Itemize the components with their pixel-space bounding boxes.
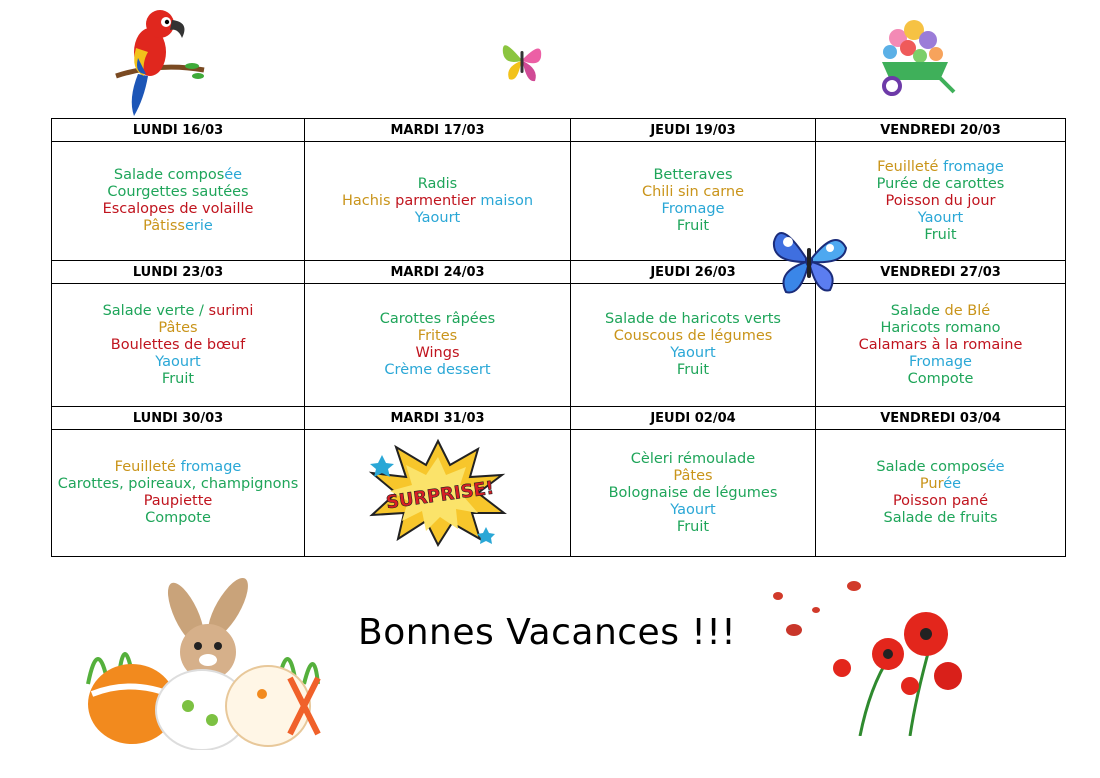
- dish-text: Boulettes de bœuf: [110, 336, 246, 353]
- dish-text: Salade de haricots verts: [605, 311, 781, 327]
- dish-line: [309, 362, 566, 379]
- day-header: VENDREDI 20/03: [816, 119, 1066, 142]
- dish-text: Couscous de légumes: [613, 328, 773, 344]
- dish-text: Courgettes sautées: [107, 184, 249, 200]
- dish-line: [820, 176, 1061, 193]
- day-header: VENDREDI 27/03: [816, 261, 1066, 284]
- dish-line: [820, 459, 1061, 476]
- dish-text: Yaourt: [917, 209, 964, 226]
- menu-cell: [305, 430, 571, 557]
- butterfly-blue-illustration: [770, 218, 850, 300]
- day-header: JEUDI 02/04: [571, 407, 816, 430]
- menu-cell: [52, 430, 305, 557]
- menu-cell: [52, 284, 305, 407]
- menu-cell: [52, 142, 305, 261]
- dish-line: [575, 451, 811, 468]
- day-header: VENDREDI 03/04: [816, 407, 1066, 430]
- dish-line: [56, 459, 300, 476]
- dish-line: [56, 303, 300, 320]
- dish-text: ée: [986, 459, 1005, 475]
- dish-line: [575, 502, 811, 519]
- dish-line: [820, 227, 1061, 244]
- dish-line: [56, 184, 300, 201]
- dish-line: [820, 210, 1061, 227]
- dish-line: [56, 167, 300, 184]
- dish-text: Frites: [417, 328, 458, 344]
- dish-text: Compote: [907, 370, 974, 387]
- dish-text: Compote: [145, 510, 211, 526]
- dish-line: [820, 193, 1061, 210]
- dish-text: Feuilleté: [114, 459, 181, 475]
- dish-line: [56, 218, 300, 235]
- dish-text: Hachis: [341, 192, 396, 209]
- dish-text: parmentier: [395, 192, 481, 209]
- dish-text: Fromage: [661, 201, 725, 217]
- day-header: MARDI 31/03: [305, 407, 571, 430]
- dish-text: Chili sin carne: [641, 184, 745, 200]
- day-header: LUNDI 23/03: [52, 261, 305, 284]
- flower-cart-illustration: [868, 8, 958, 100]
- dish-line: [820, 354, 1061, 371]
- dish-line: [575, 184, 811, 201]
- menu-table: [51, 118, 1066, 557]
- dish-line: [56, 476, 300, 493]
- dish-text: Bolognaise de légumes: [608, 484, 778, 501]
- dish-line: [309, 345, 566, 362]
- dish-text: Fruit: [161, 370, 195, 387]
- dish-text: Calamars à la romaine: [858, 336, 1023, 353]
- menu-cell: [305, 142, 571, 261]
- dish-text: Carottes râpées: [379, 311, 496, 327]
- dish-text: Feuilleté: [877, 158, 944, 175]
- day-header: MARDI 17/03: [305, 119, 571, 142]
- dish-text: erie: [184, 218, 213, 234]
- easter-eggs-bunny-illustration: [78, 574, 328, 750]
- menu-cell: [816, 284, 1066, 407]
- dish-text: Salade verte /: [102, 302, 209, 319]
- surprise-text: SURPRISE!: [384, 477, 495, 513]
- dish-line: [309, 210, 566, 227]
- dish-line: [56, 201, 300, 218]
- menu-row: [52, 430, 1066, 557]
- dish-text: Pâtes: [158, 319, 198, 336]
- dish-text: Yaourt: [155, 353, 201, 370]
- dish-line: [56, 337, 300, 354]
- dish-text: Yaourt: [670, 501, 716, 518]
- menu-row: [52, 284, 1066, 407]
- dish-line: [575, 311, 811, 328]
- butterfly-pink-illustration: [497, 33, 547, 85]
- dish-text: de Blé: [944, 302, 991, 319]
- day-header: LUNDI 16/03: [52, 119, 305, 142]
- dish-line: [820, 476, 1061, 493]
- parrot-illustration: [108, 4, 208, 116]
- dish-line: [575, 362, 811, 379]
- dish-text: Poisson pané: [892, 493, 989, 509]
- dish-text: Fruit: [676, 362, 710, 378]
- dish-line: [56, 371, 300, 388]
- dish-line: [575, 345, 811, 362]
- dish-line: [309, 311, 566, 328]
- dish-line: [309, 328, 566, 345]
- dish-text: surimi: [208, 302, 254, 319]
- dish-text: ée: [943, 476, 962, 492]
- dish-text: Purée de carottes: [876, 175, 1005, 192]
- day-header: JEUDI 26/03: [571, 261, 816, 284]
- dish-text: fromage: [943, 158, 1004, 175]
- dish-text: Salade de fruits: [883, 510, 998, 526]
- dish-text: Pâtes: [673, 467, 713, 484]
- dish-line: [575, 485, 811, 502]
- dish-text: Fromage: [909, 353, 972, 370]
- dish-line: [575, 201, 811, 218]
- dish-line: [56, 493, 300, 510]
- dish-text: Fruit: [676, 518, 710, 535]
- dish-text: Crème dessert: [384, 362, 491, 378]
- poppies-illustration: [770, 576, 990, 736]
- header-row: [52, 261, 1066, 284]
- dish-line: [575, 167, 811, 184]
- dish-text: Salade compos: [876, 459, 987, 475]
- day-header: JEUDI 19/03: [571, 119, 816, 142]
- header-row: [52, 119, 1066, 142]
- menu-cell: [571, 284, 816, 407]
- day-header: LUNDI 30/03: [52, 407, 305, 430]
- dish-text: Salade compos: [113, 167, 225, 183]
- dish-text: Escalopes de volaille: [102, 201, 254, 217]
- dish-text: Salade: [890, 302, 945, 319]
- dish-text: Yaourt: [670, 345, 716, 361]
- dish-line: [820, 510, 1061, 527]
- dish-line: [820, 371, 1061, 388]
- dish-line: [575, 328, 811, 345]
- dish-line: [820, 337, 1061, 354]
- menu-cell: [816, 430, 1066, 557]
- dish-line: [575, 519, 811, 536]
- dish-text: Yaourt: [414, 209, 461, 226]
- dish-line: [820, 303, 1061, 320]
- dish-text: Fruit: [924, 226, 957, 243]
- menu-cell: [571, 430, 816, 557]
- dish-text: maison: [480, 192, 534, 209]
- dish-line: [309, 176, 566, 193]
- dish-text: Poisson du jour: [885, 192, 996, 209]
- dish-line: [56, 320, 300, 337]
- dish-line: [820, 320, 1061, 337]
- dish-text: Radis: [417, 175, 458, 192]
- dish-text: Pur: [919, 476, 944, 492]
- menu-cell: [816, 142, 1066, 261]
- dish-text: fromage: [180, 459, 242, 475]
- header-row: [52, 407, 1066, 430]
- dish-line: [56, 354, 300, 371]
- dish-text: Paupiette: [143, 493, 213, 509]
- dish-text: Fruit: [676, 218, 710, 234]
- dish-line: [820, 493, 1061, 510]
- dish-line: [309, 193, 566, 210]
- dish-text: Wings: [415, 345, 460, 361]
- dish-text: Betteraves: [653, 167, 733, 183]
- dish-text: Pâtiss: [143, 218, 185, 234]
- holiday-title: Bonnes Vacances !!!: [358, 612, 737, 653]
- day-header: MARDI 24/03: [305, 261, 571, 284]
- dish-line: [575, 468, 811, 485]
- menu-cell: [305, 284, 571, 407]
- surprise-burst-image: [368, 435, 508, 547]
- dish-line: [820, 159, 1061, 176]
- dish-text: Haricots romano: [880, 319, 1001, 336]
- dish-text: Cèleri rémoulade: [630, 450, 756, 467]
- menu-row: [52, 142, 1066, 261]
- dish-line: [56, 510, 300, 527]
- dish-text: ée: [224, 167, 243, 183]
- dish-text: Carottes, poireaux, champignons: [57, 476, 299, 492]
